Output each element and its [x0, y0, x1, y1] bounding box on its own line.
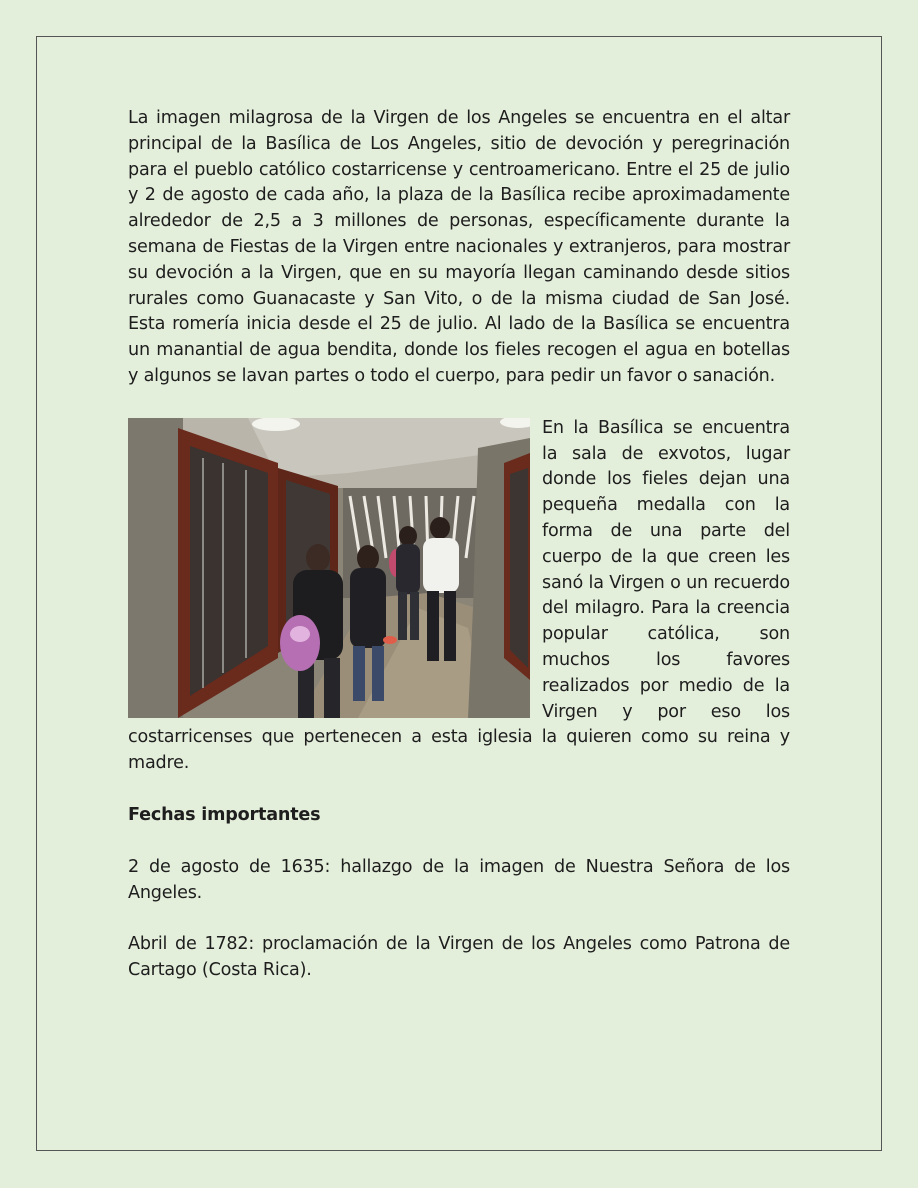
intro-paragraph: La imagen milagrosa de la Virgen de los Angeles se encuentra en el altar principal de la Basílica de Los Angeles, sitio de devoción y peregrinación para el pueblo católico costarricense y centroamericano. Entre el 25 de julio y 2 de agosto de cada año, la plaza de la Basílica recibe aproximadamente alrededor de 2,5 a 3 millones de personas, específicamente durante la semana de Fiestas de la Virgen entre nacionales y extranjeros, para mostrar su devoción a la Virgen, que en su mayoría llegan caminando desde sitios rurales como Guanacaste y San Vito, o de la misma ciudad de San José. Esta romería inicia desde el 25 de julio. Al lado de la Basílica se encuentra un manantial de agua bendita, donde los fieles recogen el agua en botellas y algunos se lavan partes o todo el cuerpo, para pedir un favor o sanación. [128, 108, 790, 386]
exvotos-block [128, 416, 790, 777]
exvotos-paragraph: En la Basílica se encuentra la sala de exvotos, lugar donde los fieles dejan una pequeña medalla con la forma de una parte del cuerpo de la que creen les sanó la Virgen o un recuerdo del milagro. Para la creencia popular católica, son muchos los favores realizados por medio de la Virgen y por eso los costarricenses que pertenecen a esta iglesia la quieren como su reina y madre. [128, 417, 790, 774]
date-item-1635: 2 de agosto de 1635: hallazgo de la imagen de Nuestra Señora de los Angeles. [128, 856, 790, 903]
section-heading: Fechas importantes [128, 804, 321, 825]
document-body [128, 106, 790, 984]
exvotos-room-photo [128, 418, 530, 718]
date-item-1782: Abril de 1782: proclamación de la Virgen de los Angeles como Patrona de Cartago (Costa Rica). [128, 934, 790, 981]
